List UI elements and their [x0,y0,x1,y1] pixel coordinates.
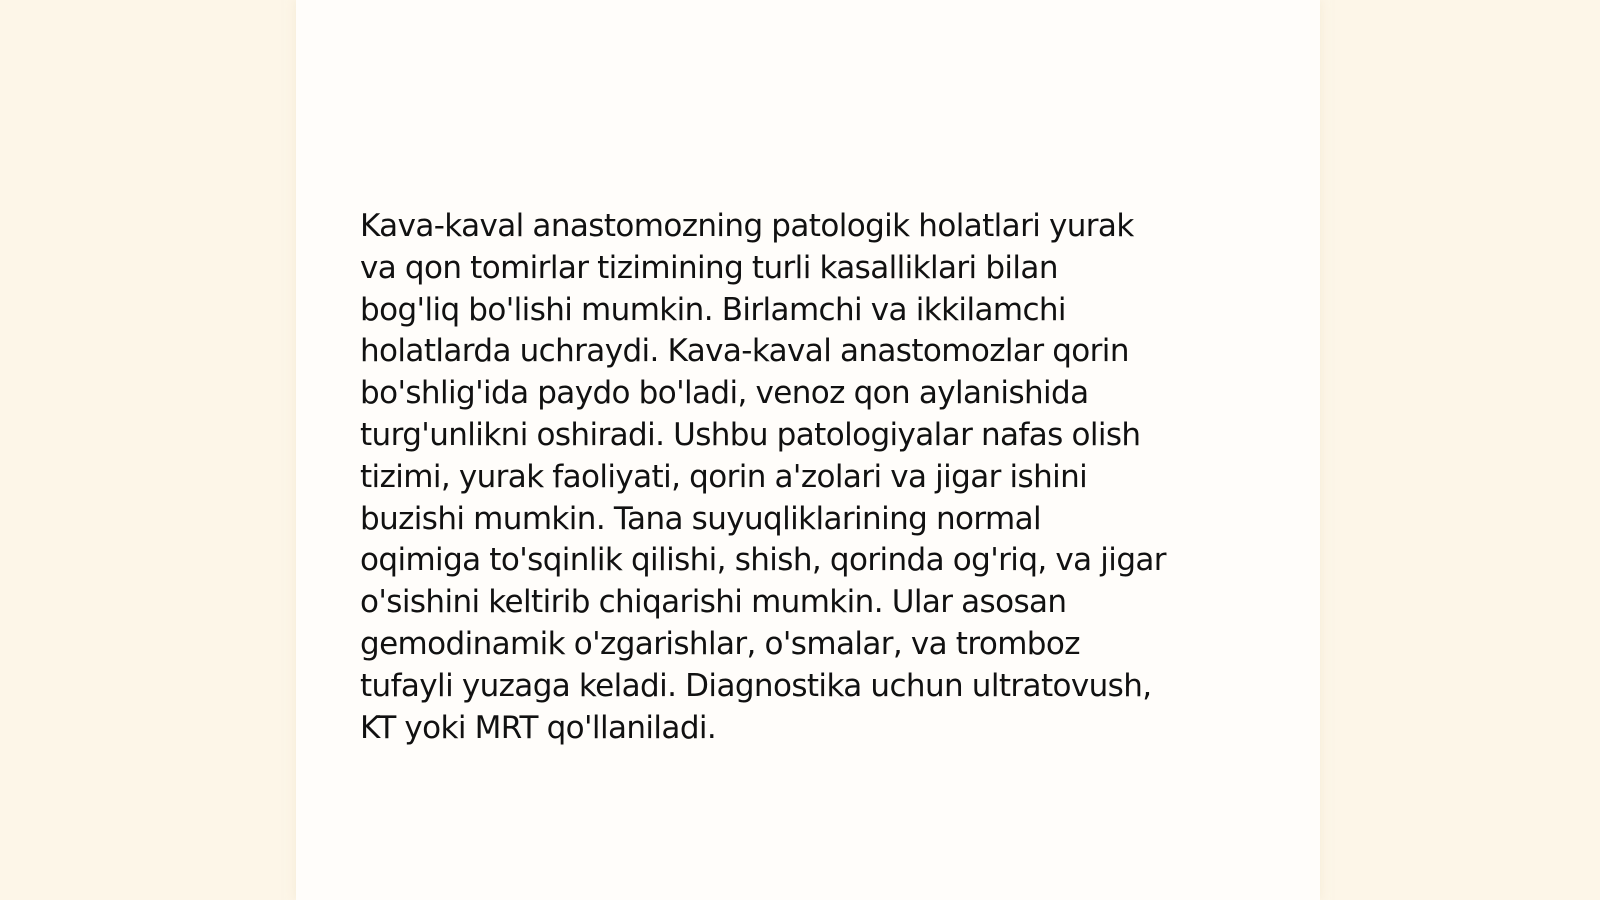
body-text-line: o'sishini keltirib chiqarishi mumkin. Ular asosan [360,584,1067,621]
body-text-line: buzishi mumkin. Tana suyuqliklarining normal [360,500,1042,537]
body-text-line: Kava-kaval anastomozning patologik holatlari yurak [360,208,1134,244]
body-text-line: oqimiga to'sqinlik qilishi, shish, qorinda og'riq, va jigar [360,542,1166,579]
body-text-line: holatlarda uchraydi. Kava-kaval anastomozlar qorin [360,333,1129,370]
body-text-line: va qon tomirlar tizimining turli kasalliklari bilan [360,249,1058,286]
body-text-line: KT yoki MRT qo'llaniladi. [360,709,717,746]
body-text-line: turg'unlikni oshiradi. Ushbu patologiyalar nafas olish [360,416,1141,453]
body-text-line: tufayli yuzaga keladi. Diagnostika uchun ultratovush, [360,667,1152,704]
slide-canvas [296,0,1320,900]
slide-body-text [360,206,1260,749]
body-text-line: bog'liq bo'lishi mumkin. Birlamchi va ikkilamchi [360,291,1066,328]
body-text-line: tizimi, yurak faoliyati, qorin a'zolari va jigar ishini [360,458,1088,495]
body-text-line: bo'shlig'ida paydo bo'ladi, venoz qon aylanishida [360,375,1089,412]
body-text-line: gemodinamik o'zgarishlar, o'smalar, va tromboz [360,625,1080,662]
